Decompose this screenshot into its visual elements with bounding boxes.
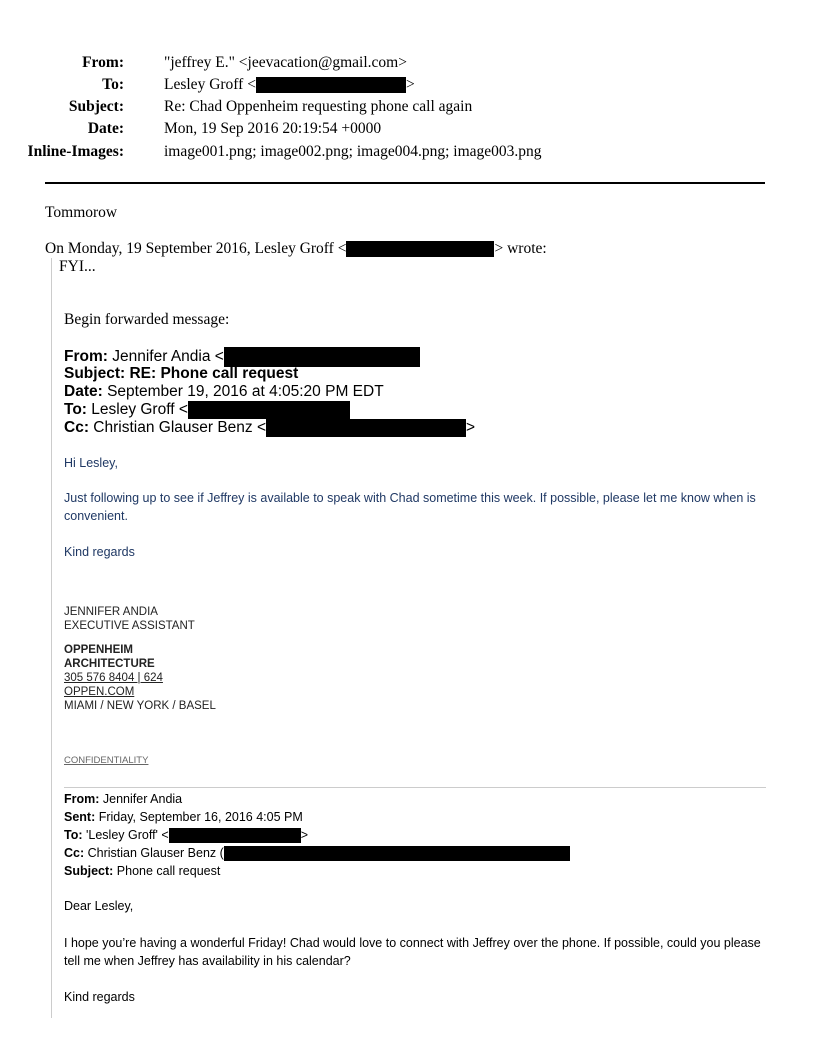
orig-to-suffix: >	[300, 828, 309, 842]
header-from-label: From:	[82, 54, 124, 71]
orig-cc-label: Cc:	[64, 846, 85, 860]
signature-offices: MIAMI / NEW YORK / BASEL	[64, 700, 216, 712]
quote-intro	[45, 240, 547, 258]
orig-from-label: From:	[64, 792, 100, 806]
orig-from-value: Jennifer Andia	[102, 792, 183, 806]
confidentiality-link[interactable]: CONFIDENTIALITY	[64, 755, 149, 766]
signature-title: EXECUTIVE ASSISTANT	[64, 620, 195, 632]
header-to-prefix: Lesley Groff <	[164, 76, 256, 93]
fwd-subject-row	[64, 365, 298, 383]
orig-closing: Kind regards	[64, 990, 135, 1004]
orig-to-label: To:	[64, 828, 83, 842]
header-to-label: To:	[102, 76, 124, 93]
orig-subject-label: Subject:	[64, 864, 114, 878]
fwd-from-value: Jennifer Andia <	[112, 348, 224, 366]
header-inline-images-value: image001.png; image002.png; image004.png; image003.png	[164, 143, 542, 160]
orig-greeting: Dear Lesley,	[64, 899, 134, 913]
original-divider	[64, 787, 766, 788]
orig-cc-value: Christian Glauser Benz (	[87, 846, 224, 860]
orig-message: I hope you’re having a wonderful Friday! Chad would love to connect with Jeffrey over the phone. If possible, could you please tell me when Jeffrey has availability in his calendar?	[64, 936, 761, 968]
orig-subject-row	[64, 862, 220, 880]
header-divider	[45, 182, 765, 184]
redaction-block	[224, 846, 570, 861]
signature-company-line2: ARCHITECTURE	[64, 658, 155, 670]
header-subject-label: Subject:	[68, 98, 124, 115]
fwd-date-label: Date:	[64, 383, 103, 400]
header-to-value	[164, 74, 415, 96]
redaction-block	[169, 828, 301, 843]
fwd-cc-value: Christian Glauser Benz <	[93, 419, 267, 437]
begin-forwarded: Begin forwarded message:	[64, 311, 230, 328]
header-inline-images-label: Inline-Images:	[27, 143, 124, 160]
signature-name: JENNIFER ANDIA	[64, 606, 158, 618]
orig-to-row	[64, 826, 308, 844]
fwd-date-row	[64, 383, 384, 401]
fwd-cc-suffix: >	[466, 419, 476, 437]
fwd-subject-label: Subject:	[64, 365, 126, 382]
reply-text: Tommorow	[45, 204, 118, 221]
fyi-text: FYI...	[59, 258, 96, 275]
header-subject-value: Re: Chad Oppenheim requesting phone call again	[164, 98, 473, 115]
orig-from-row	[64, 790, 182, 808]
fwd-to-label: To:	[64, 401, 87, 419]
fwd-to-value: Lesley Groff <	[91, 401, 188, 419]
orig-sent-row	[64, 808, 303, 826]
fwd-from-label: From:	[64, 348, 108, 366]
orig-sent-value: Friday, September 16, 2016 4:05 PM	[98, 810, 303, 824]
redaction-block	[346, 241, 494, 257]
redaction-block	[256, 77, 406, 93]
header-from-value: "jeffrey E." <jeevacation@gmail.com>	[164, 54, 407, 71]
orig-sent-label: Sent:	[64, 810, 96, 824]
header-date-value: Mon, 19 Sep 2016 20:19:54 +0000	[164, 120, 382, 137]
quote-intro-suffix: > wrote:	[494, 240, 547, 257]
orig-cc-row	[64, 844, 570, 862]
fwd-to-row	[64, 401, 350, 419]
fwd-subject-value: RE: Phone call request	[129, 365, 299, 382]
fwd-date-value: September 19, 2016 at 4:05:20 PM EDT	[107, 383, 384, 400]
header-to-suffix: >	[405, 76, 415, 93]
fwd-cc-row	[64, 419, 475, 437]
signature-phone-link[interactable]: 305 576 8404 | 624	[64, 672, 163, 684]
fwd-cc-label: Cc:	[64, 419, 89, 437]
signature-company-line1: OPPENHEIM	[64, 644, 134, 656]
fwd-greeting: Hi Lesley,	[64, 456, 118, 470]
orig-subject-value: Phone call request	[116, 864, 221, 878]
redaction-block	[224, 347, 420, 367]
fwd-message: Just following up to see if Jeffrey is available to speak with Chad sometime this week. If possible, please let me know when is convenient.	[64, 491, 756, 523]
quote-intro-prefix: On Monday, 19 September 2016, Lesley Groff <	[45, 240, 347, 257]
signature-block	[64, 605, 216, 713]
fwd-closing: Kind regards	[64, 545, 135, 559]
header-date-label: Date:	[87, 120, 124, 137]
quote-bar	[51, 258, 52, 1018]
redaction-block	[266, 419, 466, 437]
redaction-block	[188, 401, 350, 419]
fwd-from-row	[64, 347, 420, 367]
signature-website-link[interactable]: OPPEN.COM	[64, 686, 135, 698]
orig-to-value: 'Lesley Groff' <	[86, 828, 169, 842]
